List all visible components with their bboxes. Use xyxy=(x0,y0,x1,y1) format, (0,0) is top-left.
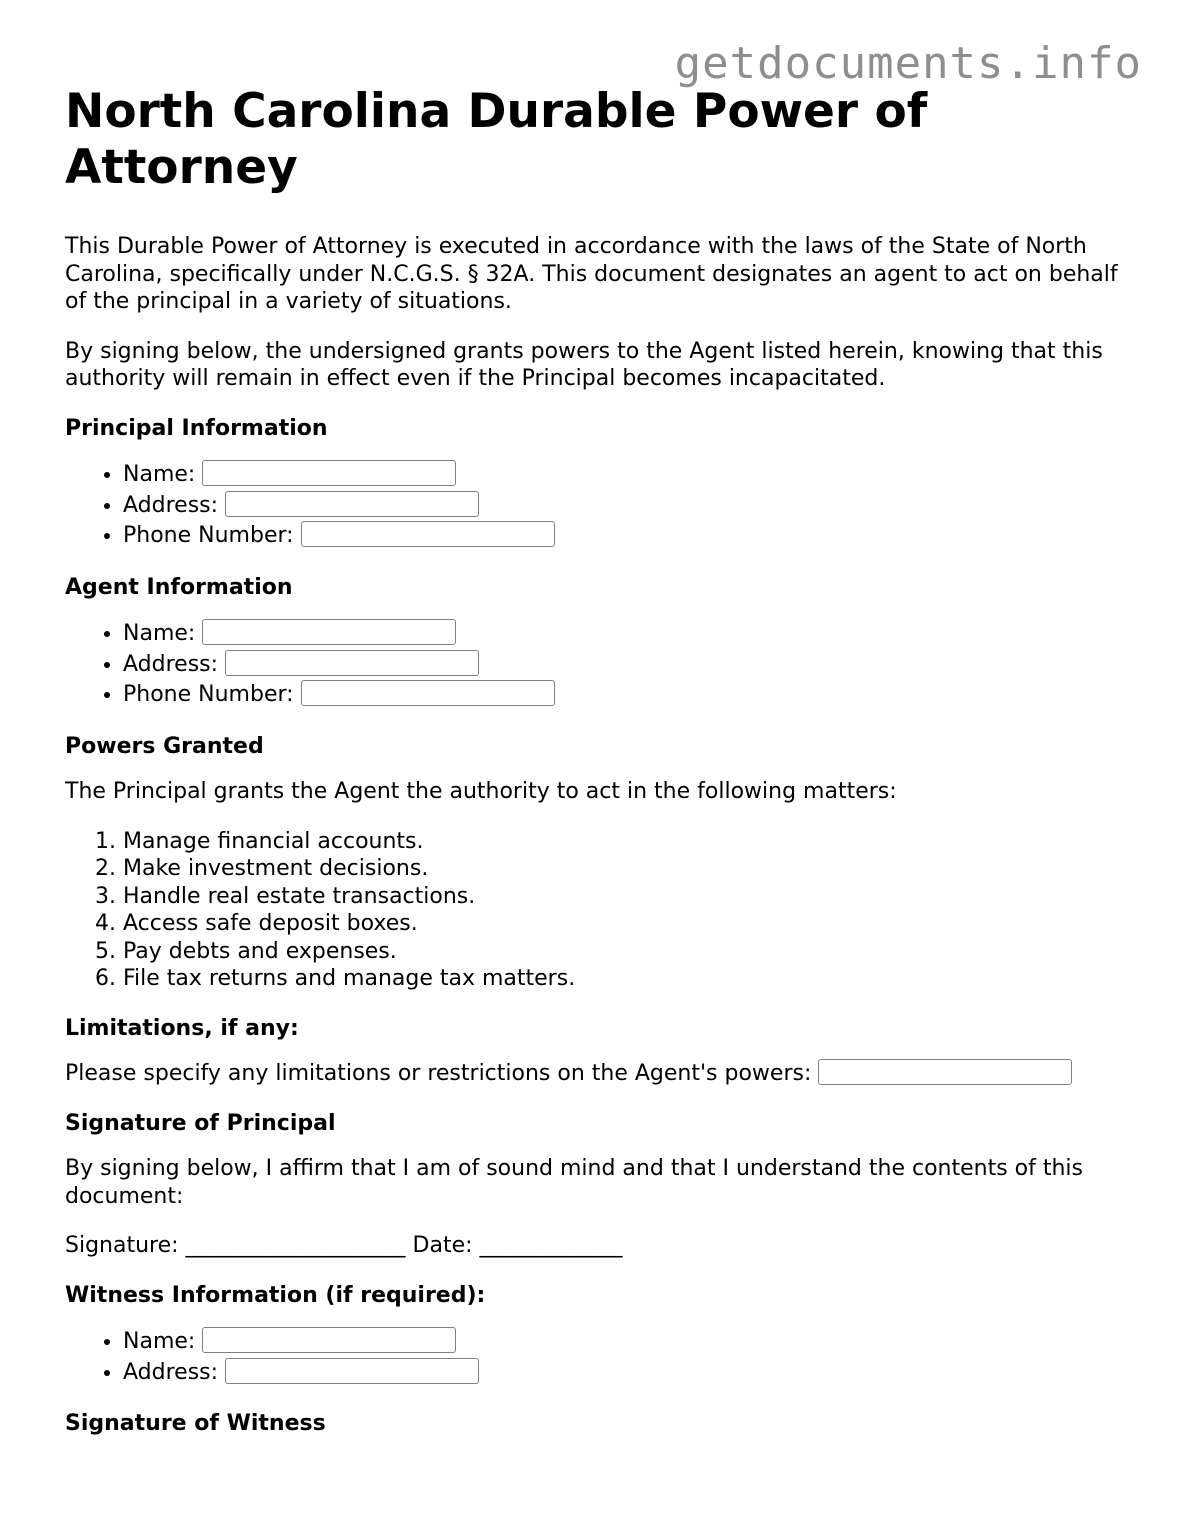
intro-paragraph-2: By signing below, the undersigned grants powers to the Agent listed herein, knowing that this authority will remain in effect even if the Principal becomes incapacitated. xyxy=(65,338,1103,391)
principal-heading: Principal Information xyxy=(65,415,328,441)
principal-name-input[interactable] xyxy=(202,460,456,486)
intro-paragraph-1: This Durable Power of Attorney is executed in accordance with the laws of the State of North Carolina, specifically under N.C.G.S. § 32A. This document designates an agent to act on behalf of the principal in a variety of situations. xyxy=(65,234,1118,314)
limitations-input[interactable] xyxy=(818,1059,1072,1085)
agent-name-label: Name: xyxy=(123,621,196,646)
power-item: 6. File tax returns and manage tax matters. xyxy=(123,965,1125,993)
witness-heading: Witness Information (if required): xyxy=(65,1282,486,1308)
witness-name-item xyxy=(123,1327,1125,1358)
principal-name-label: Name: xyxy=(123,462,196,487)
powers-list xyxy=(65,828,1125,993)
agent-address-label: Address: xyxy=(123,651,219,677)
principal-signature-heading: Signature of Principal xyxy=(65,1110,336,1136)
agent-fields xyxy=(65,619,1125,711)
limitations-heading: Limitations, if any: xyxy=(65,1015,299,1041)
agent-phone-label: Phone Number: xyxy=(123,682,294,707)
principal-phone-input[interactable] xyxy=(301,521,555,547)
agent-address-item xyxy=(123,650,1125,681)
principal-address-item xyxy=(123,491,1125,522)
signature-date-line: Signature: ____________________ Date: _____________ xyxy=(65,1233,623,1258)
agent-phone-input[interactable] xyxy=(301,680,555,706)
witness-signature-heading: Signature of Witness xyxy=(65,1411,326,1436)
principal-phone-item xyxy=(123,521,1125,552)
agent-name-input[interactable] xyxy=(202,619,456,645)
limitations-row xyxy=(65,1060,1125,1088)
page-title: North Carolina Durable Power of Attorney xyxy=(65,84,928,195)
witness-name-input[interactable] xyxy=(202,1327,456,1353)
limitations-prompt: Please specify any limitations or restrictions on the Agent's powers: xyxy=(65,1061,812,1086)
principal-name-item xyxy=(123,460,1125,491)
witness-address-item xyxy=(123,1358,1125,1389)
principal-address-label: Address: xyxy=(123,492,219,518)
agent-address-input[interactable] xyxy=(225,650,479,676)
principal-phone-label: Phone Number: xyxy=(123,523,294,548)
document-page xyxy=(65,84,1125,1456)
powers-intro: The Principal grants the Agent the authority to act in the following matters: xyxy=(65,779,897,804)
power-item: 2. Make investment decisions. xyxy=(123,855,1125,883)
agent-phone-item xyxy=(123,680,1125,711)
witness-address-label: Address: xyxy=(123,1359,219,1385)
witness-address-input[interactable] xyxy=(225,1358,479,1384)
powers-heading: Powers Granted xyxy=(65,733,264,759)
power-item: 5. Pay debts and expenses. xyxy=(123,938,1125,966)
power-item: 3. Handle real estate transactions. xyxy=(123,883,1125,911)
power-item: 4. Access safe deposit boxes. xyxy=(123,910,1125,938)
principal-fields xyxy=(65,460,1125,552)
agent-name-item xyxy=(123,619,1125,650)
watermark: getdocuments.info xyxy=(674,38,1142,89)
power-item: 1. Manage financial accounts. xyxy=(123,828,1125,856)
agent-heading: Agent Information xyxy=(65,574,293,600)
principal-address-input[interactable] xyxy=(225,491,479,517)
witness-name-label: Name: xyxy=(123,1329,196,1354)
principal-signature-text: By signing below, I affirm that I am of sound mind and that I understand the contents of this document: xyxy=(65,1156,1083,1209)
witness-fields xyxy=(65,1327,1125,1388)
